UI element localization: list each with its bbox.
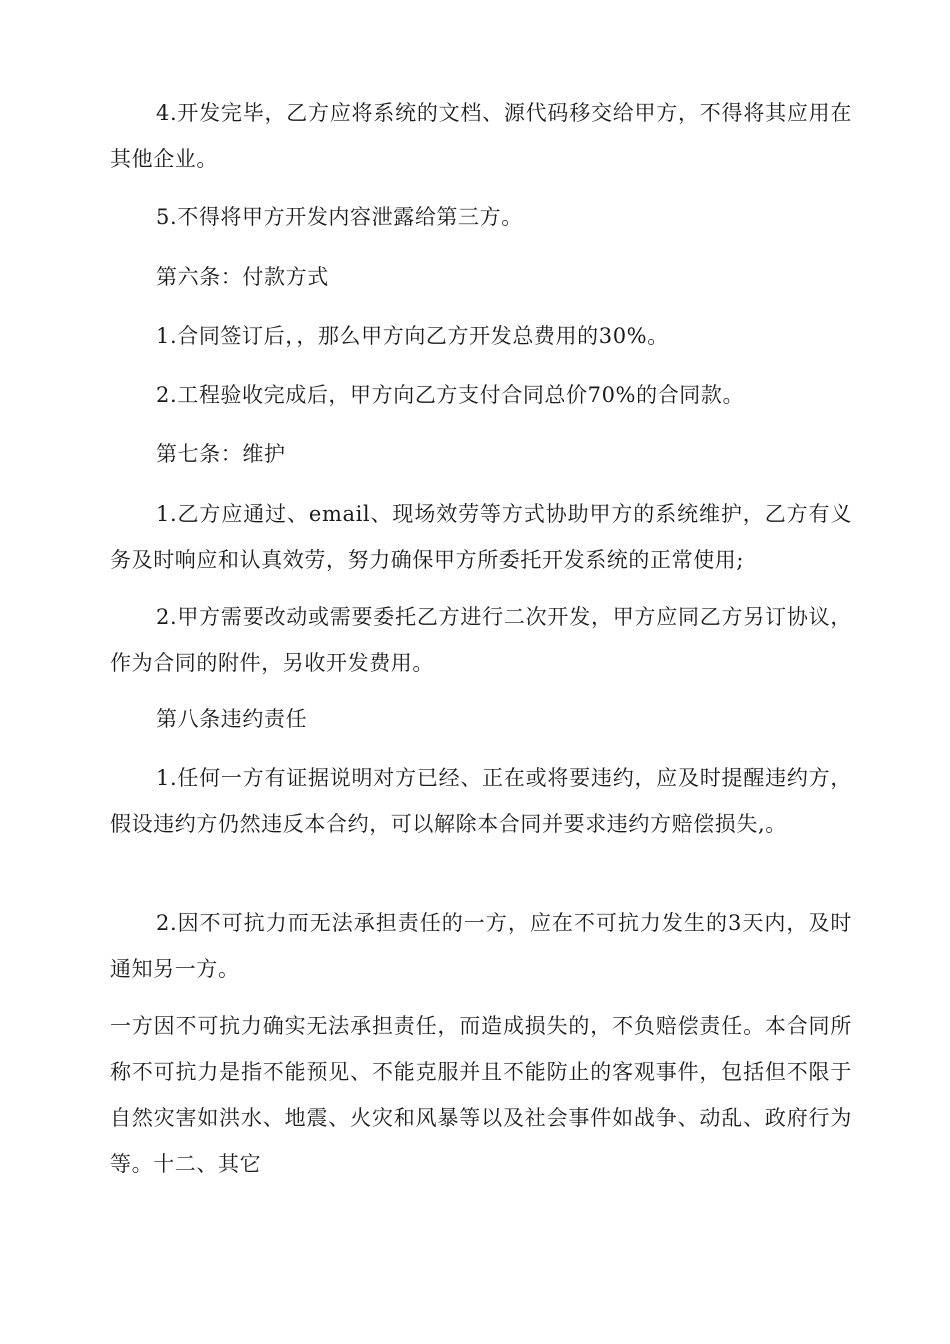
heading-article-6: 第六条：付款方式 — [156, 265, 329, 289]
paragraph-handover-clause: 4.开发完毕，乙方应将系统的文档、源代码移交给甲方，不得将其应用在其他企业。 — [110, 101, 852, 171]
paragraph-force-majeure: 一方因不可抗力确实无法承担责任，而造成损失的，不负赔偿责任。本合同所称不可抗力是指不能预见、不能克服并且不能防止的客观事件，包括但不限于自然灾害如洪水、地震、火灾和风暴等以及社会事件如战争、动乱、政府行为等。十二、其它 — [110, 1014, 852, 1176]
paragraph-maintenance-clause-2: 2.甲方需要改动或需要委托乙方进行二次开发，甲方应同乙方另订协议，作为合同的附件，另收开发费用。 — [110, 605, 852, 675]
paragraph-maintenance-clause-1: 1.乙方应通过、email、现场效劳等方式协助甲方的系统维护，乙方有义务及时响应和认真效劳，努力确保甲方所委托开发系统的正常使用; — [110, 502, 852, 572]
paragraph-confidentiality-clause: 5.不得将甲方开发内容泄露给第三方。 — [156, 205, 523, 229]
heading-article-8: 第八条违约责任 — [156, 707, 308, 731]
paragraph-payment-clause-1: 1.合同签订后，，那么甲方向乙方开发总费用的30%。 — [156, 324, 669, 348]
heading-article-7: 第七条：维护 — [156, 442, 286, 466]
paragraph-breach-clause-2: 2.因不可抗力而无法承担责任的一方，应在不可抗力发生的3天内，及时通知另一方。 — [110, 911, 852, 981]
paragraph-breach-clause-1: 1.任何一方有证据说明对方已经、正在或将要违约，应及时提醒违约方，假设违约方仍然违反本合约，可以解除本合同并要求违约方赔偿损失,。 — [110, 766, 852, 836]
paragraph-payment-clause-2: 2.工程验收完成后，甲方向乙方支付合同总价70%的合同款。 — [156, 383, 745, 407]
